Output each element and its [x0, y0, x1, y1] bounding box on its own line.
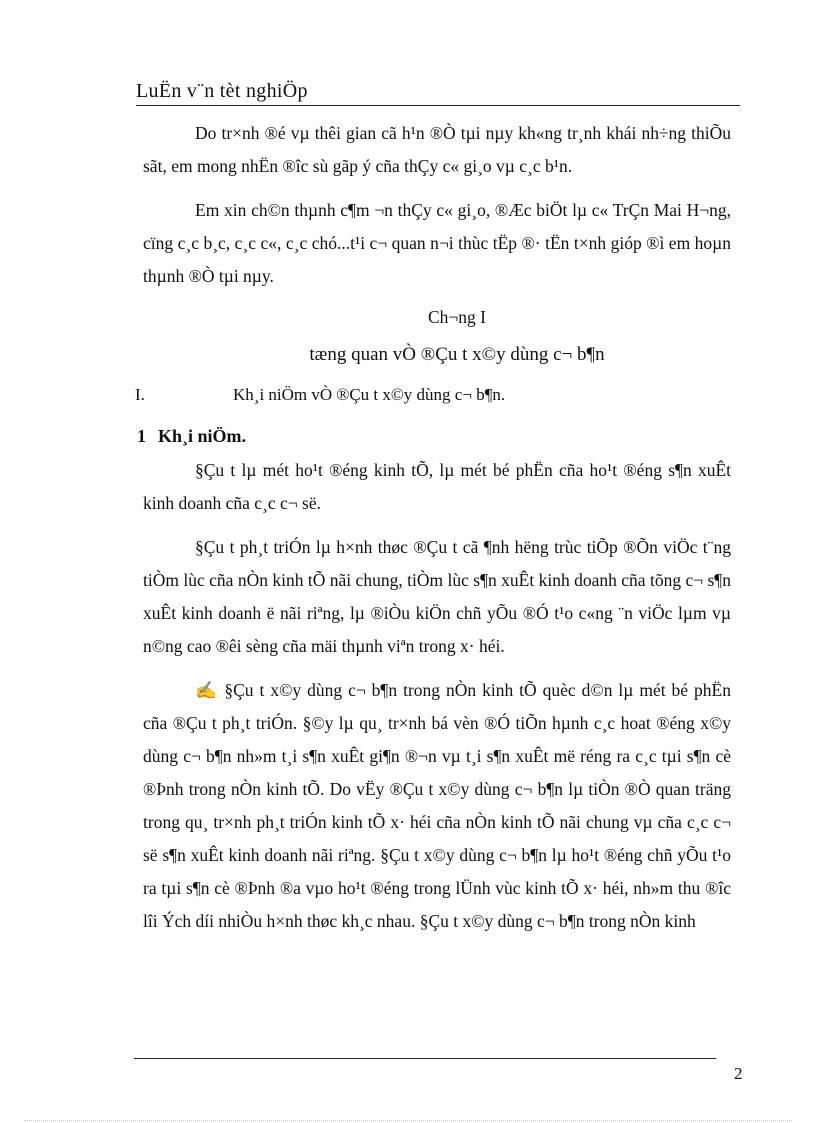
section-number: I. [135, 385, 145, 404]
footer-rule [134, 1058, 716, 1059]
header-rule [136, 105, 740, 106]
page-edge [24, 1120, 792, 1121]
section-title: Kh¸i niÖm vÒ ®Çu t x©y dùng c¬ b¶n. [233, 385, 506, 404]
subsection-number: 1 [137, 426, 146, 446]
document-body [135, 117, 731, 949]
page-number: 2 [734, 1064, 743, 1083]
section-heading [135, 383, 731, 407]
chapter-label: Ch¬ng I [428, 307, 486, 327]
chapter-title: tæng quan vÒ ®Çu t x©y dùng c¬ b¶n [309, 344, 605, 365]
paragraph-capital-construction: ✍ §Çu t x©y dùng c¬ b¶n trong nÒn kinh tÕ quèc d©n lµ mét bé phËn cña ®Çu t ph¸t triÓn. §©y lµ qu¸ tr×nh bá vèn ®Ó tiÕn hµnh c¸c hoat ®éng x©y dùng c¬ b¶n nh»m t¸i s¶n xuÊt gi¶n ®¬n vµ t¸i s¶n xuÊt më réng ra c¸c tµi s¶n cè ®Þnh trong nÒn kinh tÕ. Do vËy ®Çu t x©y dùng c¬ b¶n lµ tiÒn ®Ò quan träng trong qu¸ tr×nh ph¸t triÓn kinh tÕ x· héi cña nÒn kinh tÕ nãi chung vµ cña c¸c c¬ së s¶n xuÊt kinh doanh nãi riªng. §Çu t x©y dùng c¬ b¶n lµ ho¹t ®éng chñ yÕu t¹o ra tµi s¶n cè ®Þnh ®a vµo ho¹t ®éng trong lÜnh vùc kinh tÕ x· héi, nh»m thu ®îc lîi Ých díi nhiÒu h×nh thøc kh¸c nhau. §Çu t x©y dùng c¬ b¶n trong nÒn kinh [143, 680, 731, 931]
paragraph-definition: §Çu t lµ mét ho¹t ®éng kinh tÕ, lµ mét bé phËn cña ho¹t ®éng s¶n xuÊt kinh doanh cña c¸c c¬ së. [143, 460, 731, 513]
paragraph-closing-note: Do tr×nh ®é vµ thêi gian cã h¹n ®Ò tµi nµy kh«ng tr¸nh khái nh÷ng thiÕu sãt, em mong nhËn ®îc sù gãp ý cña thÇy c« gi¸o vµ c¸c b¹n. [143, 123, 731, 176]
running-header: LuËn v¨n tèt nghiÖp [136, 80, 308, 102]
subsection-title: Kh¸i niÖm. [158, 426, 247, 446]
paragraph-acknowledgement: Em xin ch©n thµnh c¶m ¬n thÇy c« gi¸o, ®Æc biÖt lµ c« TrÇn Mai H¬ng, cïng c¸c b¸c, c¸c c«, c¸c chó...t¹i c¬ quan n¬i thùc tËp ®· tËn t×nh gióp ®ì em hoµn thµnh ®Ò tµi nµy. [143, 200, 731, 286]
subsection-heading [137, 424, 731, 448]
paragraph-development-investment: §Çu t ph¸t triÓn lµ h×nh thøc ®Çu t cã ¶nh hëng trùc tiÕp ®Õn viÖc t¨ng tiÒm lùc cña nÒn kinh tÕ nãi chung, tiÒm lùc s¶n xuÊt kinh doanh cña tõng c¬ s¶n xuÊt kinh doanh ë nãi riªng, lµ ®iÒu kiÖn chñ yÕu ®Ó t¹o c«ng ¨n viÖc lµm vµ n©ng cao ®êi sèng cña mäi thµnh viªn trong x· héi. [143, 537, 731, 656]
